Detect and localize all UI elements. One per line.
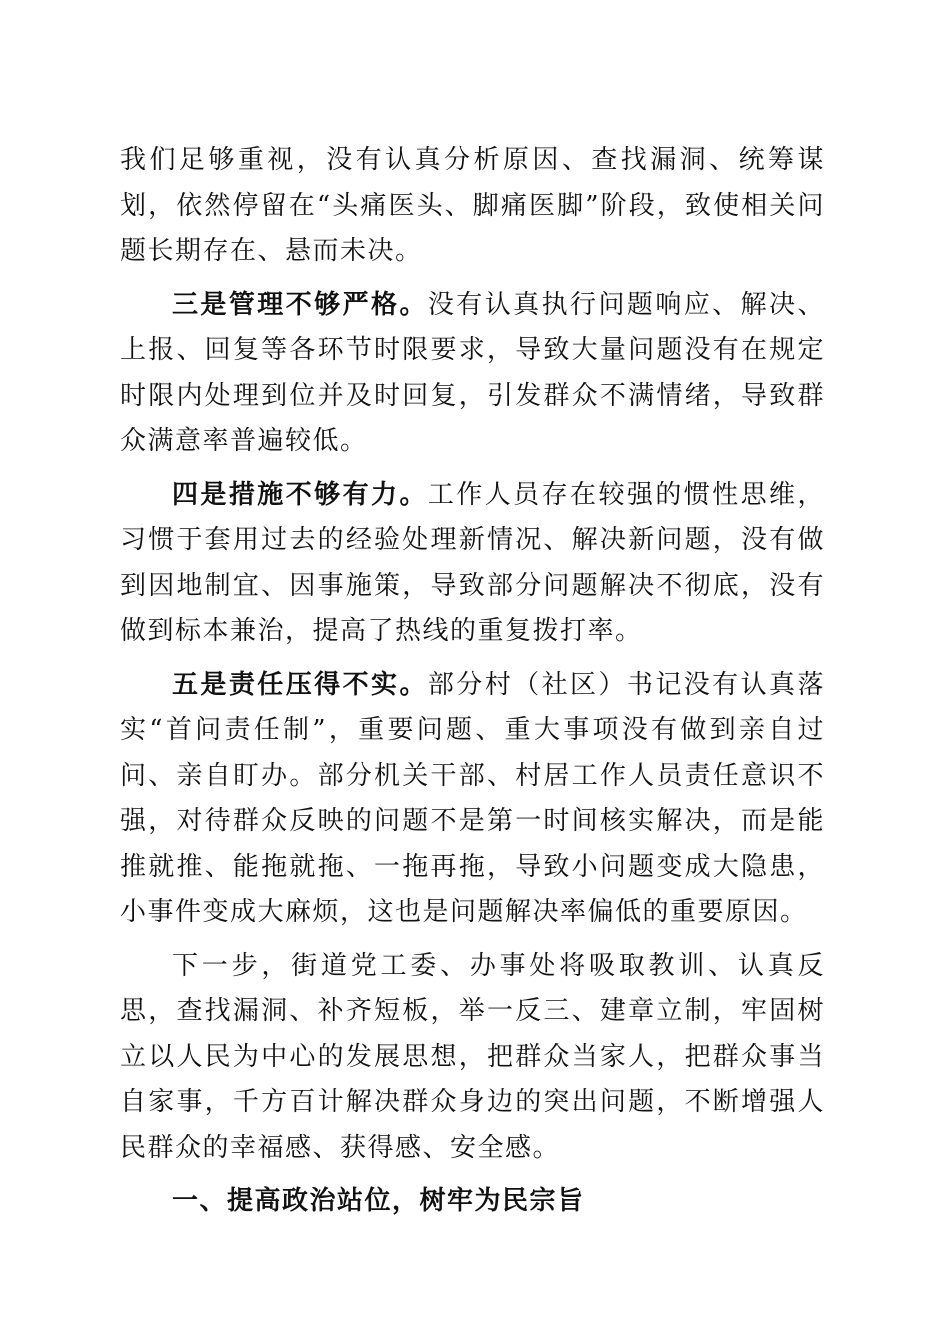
paragraph-text: 部分村（社区）书记没有认真落实“首问责任制”，重要问题、重大事项没有做到亲自过问、亲自盯办。部分机关干部、村居工作人员责任意识不强，对待群众反映的问题不是第一时间核实解决，而是能推就推、能拖就拖、一拖再拖，导致小问题变成大隐患，小事件变成大麻烦，这也是问题解决率偏低的重要原因。 [120,669,825,927]
section-heading: 一、提高政治站位，树牢为民宗旨 [172,1186,585,1216]
paragraph-text: 工作人员存在较强的惯性思维，习惯于套用过去的经验处理新情况、解决新问题，没有做到因地制宜、因事施策，导致部分问题解决不彻底，没有做到标本兼治，提高了热线的重复拨打率。 [120,479,825,646]
paragraph-continuation [120,138,825,275]
paragraph-management [120,283,825,465]
paragraph-responsibility [120,663,825,936]
paragraph-lead: 五是责任压得不实。 [172,669,428,700]
paragraph-next-steps [120,944,825,1172]
paragraph-lead: 四是措施不够有力。 [172,479,428,510]
paragraph-text: 没有认真执行问题响应、解决、上报、回复等各环节时限要求，导致大量问题没有在规定时限内处理到位并及时回复，引发群众不满情绪，导致群众满意率普遍较低。 [120,289,825,456]
document-body [120,138,825,1225]
paragraph-text: 下一步，街道党工委、办事处将吸取教训、认真反思，查找漏洞、补齐短板，举一反三、建章立制，牢固树立以人民为中心的发展思想，把群众当家人，把群众事当自家事，千方百计解决群众身边的突出问题，不断增强人民群众的幸福感、获得感、安全感。 [120,950,825,1163]
paragraph-lead: 三是管理不够严格。 [172,289,428,320]
paragraph-measures [120,473,825,655]
paragraph-text: 我们足够重视，没有认真分析原因、查找漏洞、统筹谋划，依然停留在“头痛医头、脚痛医脚”阶段，致使相关问题长期存在、悬而未决。 [120,145,825,266]
